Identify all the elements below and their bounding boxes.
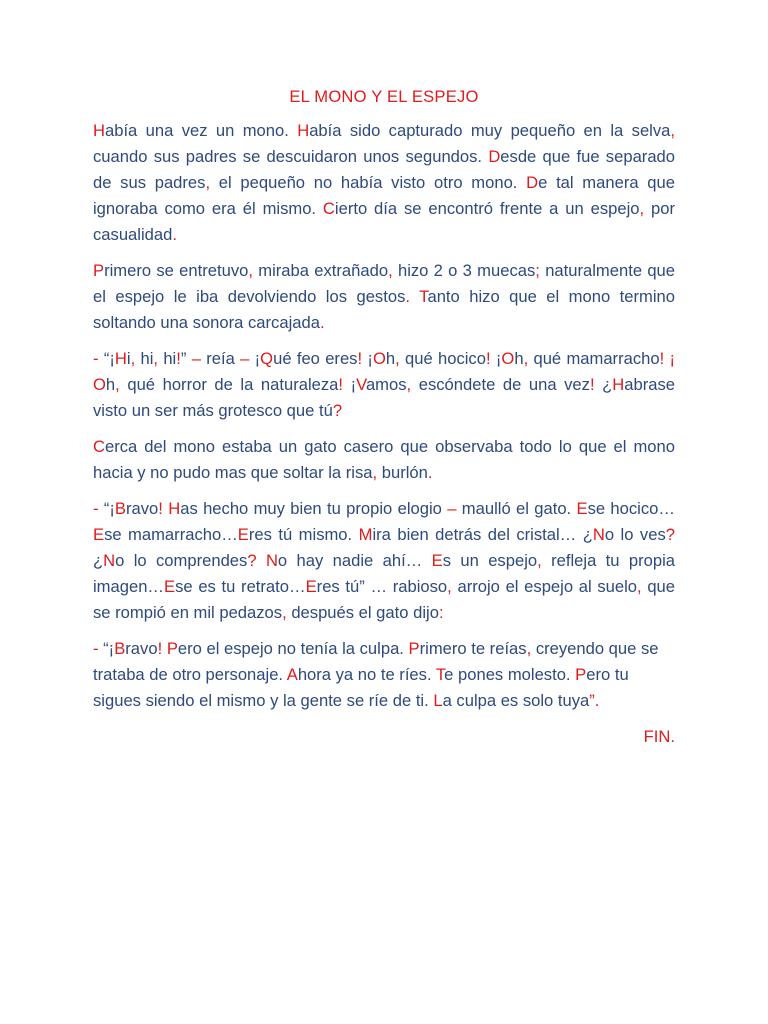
body-text: abrase visto un ser más grotesco que tú [93,375,675,420]
red-highlight-text: H [93,121,105,140]
red-highlight-text: C [93,437,105,456]
red-highlight-text: ! [357,349,363,368]
red-highlight-text: , [153,349,159,368]
red-highlight-text: ¡ [669,349,676,368]
red-highlight-text: - [93,639,104,658]
story-paragraph [93,434,675,486]
story-paragraph [93,636,675,714]
body-text: se mamarracho… [104,525,238,544]
body-text: “¡ [103,639,115,658]
body-text: después el gato dijo [286,603,439,622]
red-highlight-text: H [114,349,127,368]
body-text: ravo [126,499,159,518]
red-highlight-text: , [537,551,542,570]
body-text: ” [180,349,192,368]
body-text: escóndete de una vez [411,375,590,394]
body-text: ¡ [249,349,261,368]
story-paragraph [93,346,675,424]
body-text: e pones molesto. [444,665,576,684]
red-highlight-text: E [305,577,317,596]
red-highlight-text: E [431,551,443,570]
body-text: arrojo el espejo al suelo [451,577,638,596]
red-highlight-text: , [115,375,120,394]
body-text: o lo comprendes [115,551,248,570]
red-highlight-text: - [93,499,104,518]
body-text: miraba extrañado [252,261,389,280]
body-text: i [126,349,131,368]
body-text: ué feo eres [273,349,358,368]
red-highlight-text: N [103,551,116,570]
body-text: ero tu sigues siendo el mismo y la gente se ríe de ti. [93,665,629,710]
body-text: que se rompió en mil pedazos [93,577,676,622]
body-text: ¿ [93,551,104,570]
red-highlight-text: N [592,525,605,544]
red-highlight-text: C [322,199,335,218]
body-text: por casualidad [93,199,675,244]
body-text [257,551,266,570]
red-highlight-text: M [358,525,373,544]
red-highlight-text: P [166,639,178,658]
red-highlight-text: – [191,349,201,368]
body-text: rimero te reías [419,639,527,658]
red-highlight-text: E [237,525,249,544]
red-highlight-text: . [172,225,177,244]
red-highlight-text: H [612,375,625,394]
red-highlight-text: , [639,199,645,218]
story-body [93,118,675,714]
red-highlight-text: ; [535,261,540,280]
red-highlight-text: ! [485,349,491,368]
red-highlight-text: T [419,287,428,306]
body-text: abía una vez un mono. [104,121,298,140]
red-highlight-text: ! [589,375,595,394]
body-text: burlón [377,463,428,482]
red-highlight-text: P [408,639,420,658]
red-highlight-text: ! [338,375,344,394]
red-highlight-text: B [114,639,126,658]
body-text: o lo ves [604,525,666,544]
red-highlight-text: . [405,287,410,306]
red-highlight-text: . [319,313,325,332]
red-highlight-text: E [576,499,588,518]
red-highlight-text: H [297,121,310,140]
body-text: as hecho muy bien tu propio elogio [180,499,448,518]
body-text: res tú” … rabioso [316,577,448,596]
red-highlight-text: ? [332,401,343,420]
red-highlight-text: , [395,349,400,368]
body-text: abía sido capturado muy pequeño en la selva [309,121,671,140]
body-text: ¿ [594,375,613,394]
red-highlight-text: E [164,577,176,596]
red-highlight-text: ? [665,525,675,544]
body-text: h [514,349,524,368]
red-highlight-text: D [526,173,539,192]
body-text: hizo 2 o 3 muecas [392,261,536,280]
red-highlight-text: O [501,349,515,368]
body-text: h [385,349,396,368]
red-highlight-text: ! [158,499,163,518]
body-text: s un espejo [442,551,538,570]
red-highlight-text: , [282,603,287,622]
body-text: naturalmente que el espejo le iba devolviendo los gestos [93,261,676,306]
body-text: el pequeño no había visto otro mono. [210,173,527,192]
red-highlight-text: Q [260,349,274,368]
body-text: ¡ [362,349,373,368]
body-text: ero el espejo no tenía la culpa. [177,639,409,658]
body-text: e tal manera que ignoraba como era él mismo. [93,173,675,218]
body-text: se hocico… [587,499,675,518]
body-text: refleja tu propia imagen… [93,551,675,596]
red-highlight-text: ? [247,551,257,570]
body-text: creyendo que se trataba de otro personaje. [93,639,659,684]
red-highlight-text: : [438,603,444,622]
red-highlight-text: , [205,173,211,192]
red-highlight-text: ”. [589,691,600,710]
body-text: qué mamarracho [528,349,660,368]
body-text: hora ya no te ríes. [297,665,436,684]
red-highlight-text: . [427,463,433,482]
red-highlight-text: P [575,665,587,684]
red-highlight-text: L [433,691,443,710]
red-highlight-text: , [637,577,642,596]
red-highlight-text: D [488,147,501,166]
red-highlight-text: , [130,349,136,368]
body-text: ierto día se encontró frente a un espejo [334,199,640,218]
red-highlight-text: O [372,349,386,368]
end-marker: FIN. [643,727,675,746]
body-text: erca del mono estaba un gato casero que observaba todo lo que el mono hacia y no pudo mas que soltar la risa [93,437,675,482]
body-text: anto hizo que el mono termino soltando una sonora carcajada [93,287,675,332]
body-text: h [105,375,116,394]
body-text: hi [158,349,177,368]
red-highlight-text: A [286,665,298,684]
red-highlight-text: , [406,375,412,394]
red-highlight-text: ! [659,349,665,368]
red-highlight-text: O [93,375,106,394]
red-highlight-text: – [447,499,457,518]
body-text: reía [200,349,241,368]
red-highlight-text: ! [157,639,163,658]
red-highlight-text: - [93,349,104,368]
red-highlight-text: , [248,261,253,280]
body-text: ravo [125,639,158,658]
red-highlight-text: , [447,577,452,596]
body-text: esde que fue separado de sus padres [93,147,676,192]
body-text: a culpa es solo tuya [442,691,590,710]
red-highlight-text: , [670,121,676,140]
red-highlight-text: E [93,525,105,544]
red-highlight-text: P [93,261,105,280]
story-paragraph [93,496,675,626]
body-text: se es tu retrato… [175,577,306,596]
red-highlight-text: , [523,349,529,368]
red-highlight-text: V [356,375,366,394]
body-text: “¡ [103,349,115,368]
body-text: qué horror de la naturaleza [119,375,339,394]
body-text: res tú mismo. [248,525,359,544]
body-text: amos [365,375,407,394]
red-highlight-text: H [168,499,181,518]
story-paragraph [93,118,675,248]
document-title: EL MONO Y EL ESPEJO [289,87,479,106]
red-highlight-text: B [114,499,126,518]
document-page [93,84,675,750]
red-highlight-text: ! [176,349,181,368]
body-text: maulló el gato. [456,499,577,518]
red-highlight-text: , [526,639,532,658]
body-text: hi [135,349,154,368]
story-paragraph [93,258,675,336]
body-text: cuando sus padres se descuidaron unos segundos. [93,147,489,166]
body-text: qué hocico [399,349,486,368]
red-highlight-text: , [388,261,393,280]
red-highlight-text: N [265,551,278,570]
body-text: rimero se entretuvo [104,261,249,280]
body-text [410,287,419,306]
body-text: “¡ [103,499,115,518]
red-highlight-text: , [372,463,378,482]
body-text: ¡ [343,375,357,394]
body-text: o hay nadie ahí… [277,551,432,570]
body-text: ira bien detrás del cristal… ¿ [372,525,593,544]
red-highlight-text: T [435,665,445,684]
body-text: ¡ [490,349,502,368]
red-highlight-text: – [240,349,250,368]
